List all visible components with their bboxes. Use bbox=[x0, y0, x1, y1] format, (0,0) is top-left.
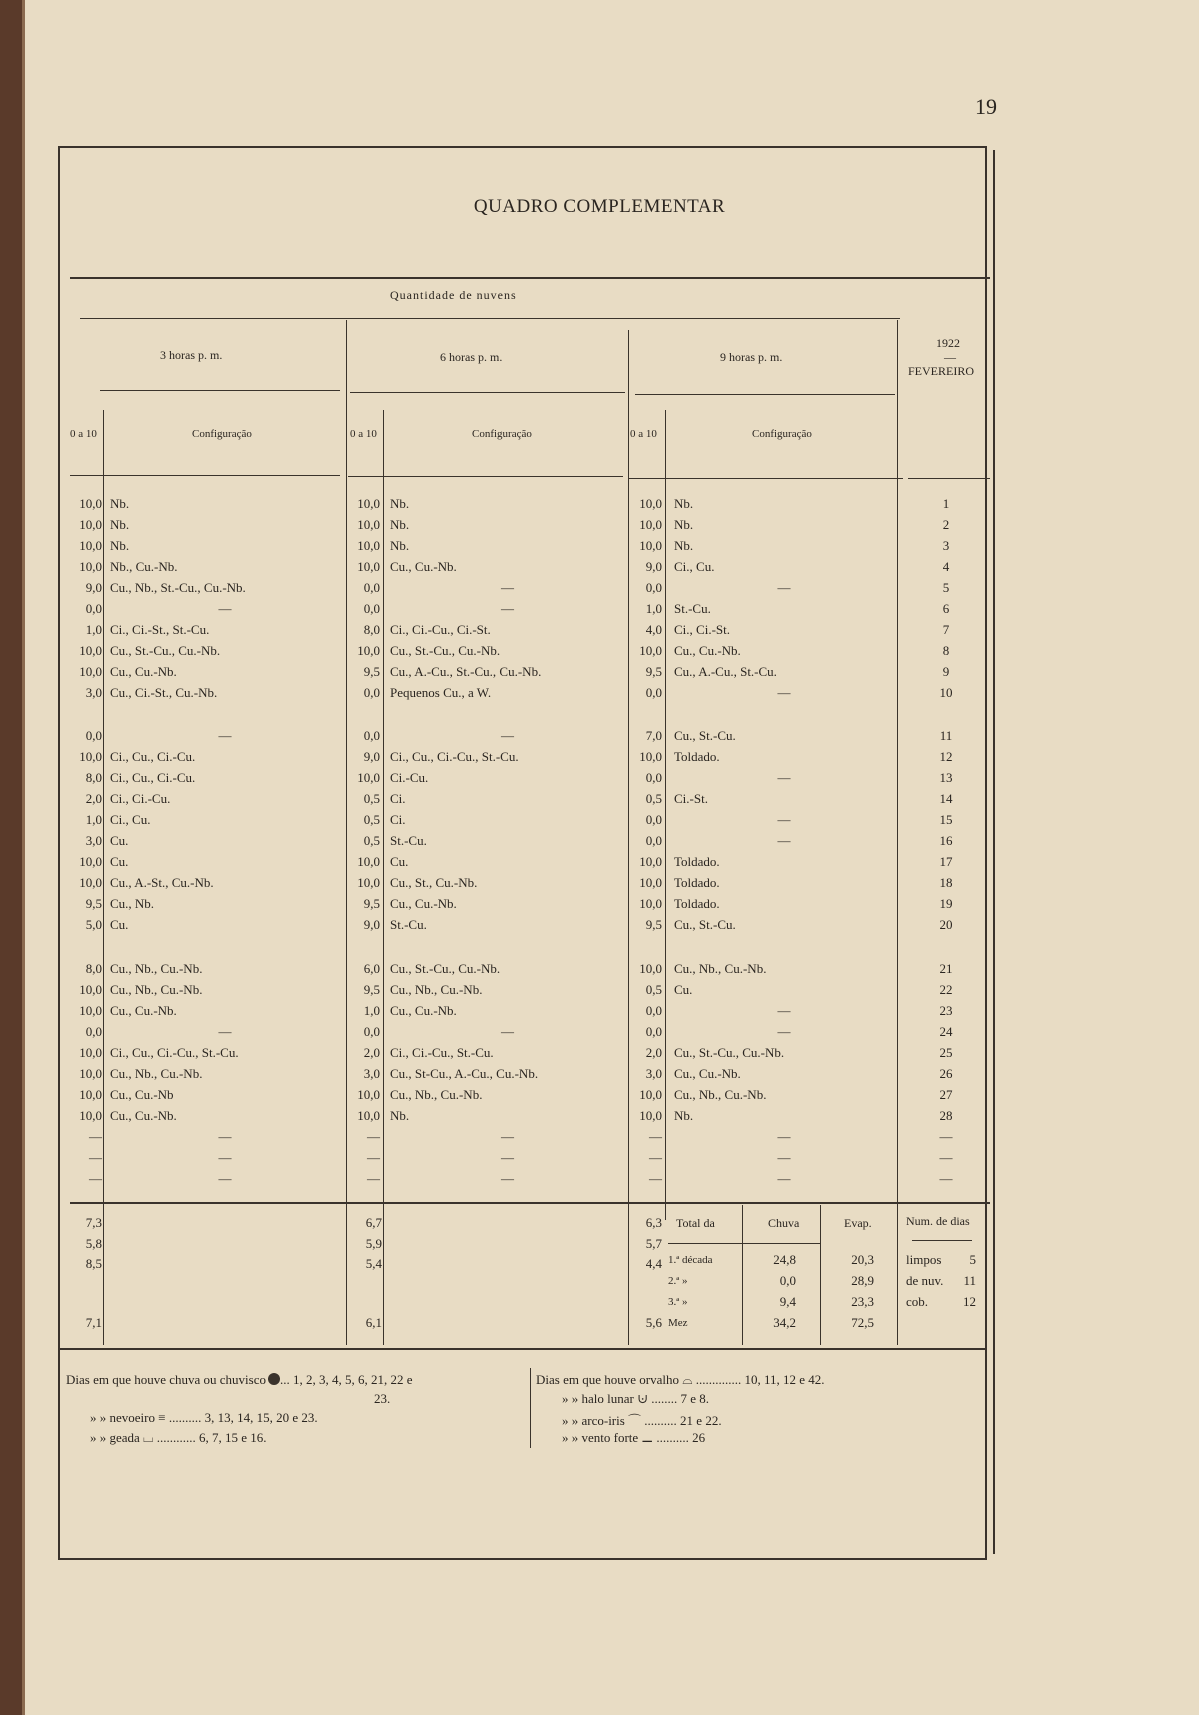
totals-chuva-2: 9,4 bbox=[779, 1294, 796, 1309]
totals-vline-2 bbox=[820, 1205, 821, 1345]
amount-6pm: 6,0 bbox=[363, 961, 380, 976]
config-9pm: Cu., St.-Cu. bbox=[674, 917, 736, 932]
footnote-left-0-text: Dias em que houve chuva ou chuvisco bbox=[66, 1372, 267, 1387]
config-3pm: Cu., Cu.-Nb bbox=[110, 1087, 174, 1102]
colhdr-underline-1 bbox=[70, 475, 340, 476]
config-6pm: Cu., St-Cu., A.-Cu., Cu.-Nb. bbox=[390, 1066, 539, 1081]
config-3pm: Cu., Nb., Cu.-Nb. bbox=[110, 961, 203, 976]
amount-3pm: 10,0 bbox=[79, 496, 102, 511]
amount-3pm: 10,0 bbox=[79, 1087, 102, 1102]
footnote-left-3: » » nevoeiro ≡ .......... 3, 13, 14, 15, 20 e 23. bbox=[90, 1410, 318, 1425]
config-3pm: Cu., Nb., Cu.-Nb. bbox=[110, 982, 203, 997]
config-6pm: — bbox=[501, 601, 514, 616]
amount-3pm: 10,0 bbox=[79, 982, 102, 997]
config-6pm: Cu., Nb., Cu.-Nb. bbox=[390, 982, 483, 997]
amount-6pm: 0,0 bbox=[363, 728, 380, 743]
day-number: 15 bbox=[939, 812, 953, 827]
config-6pm: — bbox=[501, 580, 514, 595]
amount-3pm: 10,0 bbox=[79, 1066, 102, 1081]
amount-9pm: 10,0 bbox=[639, 875, 662, 890]
num-dias-header: Num. de dias bbox=[906, 1214, 970, 1228]
day-number: 3 bbox=[942, 538, 950, 553]
totals-header-line bbox=[668, 1243, 820, 1244]
day-number: 5 bbox=[942, 580, 950, 595]
amount-6pm: — bbox=[367, 1171, 380, 1186]
rain-symbol-icon bbox=[268, 1373, 280, 1385]
day-number: 4 bbox=[942, 559, 950, 574]
amount-6pm: 10,0 bbox=[357, 1108, 380, 1123]
amount-6pm: 9,0 bbox=[363, 917, 380, 932]
day-number: 6 bbox=[942, 601, 950, 616]
config-6pm: Nb. bbox=[390, 517, 410, 532]
amount-3pm: 1,0 bbox=[85, 622, 102, 637]
config-3pm: Cu., Cu.-Nb. bbox=[110, 1108, 177, 1123]
config-6pm: — bbox=[501, 728, 514, 743]
average-p2-3: 6,1 bbox=[365, 1315, 382, 1330]
footnote-divider bbox=[58, 1348, 985, 1350]
amount-9pm: 9,5 bbox=[645, 664, 662, 679]
period-header-2: 6 horas p. m. bbox=[440, 350, 503, 364]
config-3pm: — bbox=[218, 728, 232, 743]
config-6pm: Ci.-Cu. bbox=[390, 770, 429, 785]
config-3pm: Nb. bbox=[110, 538, 130, 553]
amount-3pm: 10,0 bbox=[79, 1108, 102, 1123]
config-3pm: Ci., Cu., Ci.-Cu., St.-Cu. bbox=[110, 1045, 239, 1060]
config-6pm: — bbox=[501, 1024, 514, 1039]
amount-6pm: 9,5 bbox=[363, 982, 380, 997]
group-header: Quantidade de nuvens bbox=[390, 288, 517, 302]
config-6pm: Cu., St., Cu.-Nb. bbox=[390, 875, 478, 890]
day-number: 13 bbox=[939, 770, 953, 785]
totals-chuva-0: 24,8 bbox=[773, 1252, 796, 1267]
config-9pm: — bbox=[777, 1150, 791, 1165]
config-9pm: Cu., Nb., Cu.-Nb. bbox=[674, 961, 767, 976]
amount-9pm: 1,0 bbox=[645, 601, 662, 616]
amount-9pm: 0,0 bbox=[645, 1024, 662, 1039]
colhdr-underline-2 bbox=[348, 476, 623, 477]
amount-6pm: — bbox=[367, 1129, 380, 1144]
config-9pm: Nb. bbox=[674, 496, 694, 511]
day-number: — bbox=[939, 1171, 953, 1186]
amount-9pm: 9,0 bbox=[645, 559, 662, 574]
vline-5 bbox=[665, 410, 666, 1220]
day-number: 7 bbox=[942, 622, 950, 637]
period-underline-3 bbox=[635, 394, 895, 395]
amount-3pm: — bbox=[89, 1150, 102, 1165]
config-9pm: Cu., Cu.-Nb. bbox=[674, 1066, 741, 1081]
col-config-1: Configuração bbox=[192, 428, 252, 440]
amount-9pm: — bbox=[649, 1129, 662, 1144]
config-3pm: Cu., Nb. bbox=[110, 896, 155, 911]
day-number: 21 bbox=[939, 961, 953, 976]
config-9pm: — bbox=[777, 580, 791, 595]
year-dash: — bbox=[944, 350, 956, 364]
config-3pm: Cu., Nb., Cu.-Nb. bbox=[110, 1066, 203, 1081]
config-3pm: Nb., Cu.-Nb. bbox=[110, 559, 178, 574]
num-dias-underline bbox=[912, 1240, 972, 1241]
amount-9pm: 7,0 bbox=[645, 728, 662, 743]
amount-9pm: 9,5 bbox=[645, 917, 662, 932]
amount-9pm: 0,0 bbox=[645, 770, 662, 785]
day-number: 23 bbox=[939, 1003, 953, 1018]
footnote-vline bbox=[530, 1368, 531, 1448]
amount-6pm: 0,5 bbox=[363, 791, 380, 806]
totals-evap-2: 23,3 bbox=[851, 1294, 874, 1309]
config-3pm: Ci., Ci.-St., St.-Cu. bbox=[110, 622, 210, 637]
amount-9pm: 10,0 bbox=[639, 854, 662, 869]
period-underline-1 bbox=[100, 390, 340, 391]
config-3pm: Cu., A.-St., Cu.-Nb. bbox=[110, 875, 214, 890]
day-number: 18 bbox=[939, 875, 953, 890]
amount-6pm: 8,0 bbox=[363, 622, 380, 637]
amount-3pm: 10,0 bbox=[79, 1045, 102, 1060]
amount-6pm: 10,0 bbox=[357, 538, 380, 553]
amount-3pm: — bbox=[89, 1171, 102, 1186]
footnote-right-1: » » halo lunar ⊍ ........ 7 e 8. bbox=[562, 1391, 710, 1406]
amount-6pm: 10,0 bbox=[357, 770, 380, 785]
average-p3-3: 5,6 bbox=[645, 1315, 662, 1330]
amount-3pm: 10,0 bbox=[79, 538, 102, 553]
month-label: FEVEREIRO bbox=[908, 364, 974, 378]
amount-6pm: 10,0 bbox=[357, 496, 380, 511]
config-6pm: Nb. bbox=[390, 538, 410, 553]
config-3pm: Cu., Cu.-Nb. bbox=[110, 1003, 177, 1018]
amount-3pm: 0,0 bbox=[85, 1024, 102, 1039]
amount-9pm: 0,0 bbox=[645, 580, 662, 595]
config-6pm: Nb. bbox=[390, 496, 410, 511]
amount-6pm: 0,5 bbox=[363, 812, 380, 827]
amount-3pm: 1,0 bbox=[85, 812, 102, 827]
amount-9pm: 3,0 bbox=[645, 1066, 662, 1081]
amount-6pm: 10,0 bbox=[357, 559, 380, 574]
average-p3-0: 6,3 bbox=[645, 1215, 662, 1230]
config-6pm: Ci., Ci.-Cu., St.-Cu. bbox=[390, 1045, 494, 1060]
config-6pm: — bbox=[501, 1171, 514, 1186]
average-p1-3: 7,1 bbox=[85, 1315, 102, 1330]
config-9pm: Cu. bbox=[674, 982, 693, 997]
footnote-left-0 bbox=[66, 1372, 413, 1388]
average-p1-2: 8,5 bbox=[85, 1256, 102, 1271]
title-divider bbox=[70, 277, 990, 279]
evap-header: Evap. bbox=[844, 1216, 872, 1230]
amount-3pm: 10,0 bbox=[79, 664, 102, 679]
config-9pm: — bbox=[777, 1003, 791, 1018]
config-9pm: Toldado. bbox=[674, 875, 720, 890]
day-number: 2 bbox=[942, 517, 950, 532]
colhdr-underline-4 bbox=[908, 478, 990, 479]
vline-6 bbox=[897, 320, 898, 1345]
day-number: 28 bbox=[939, 1108, 953, 1123]
amount-3pm: 0,0 bbox=[85, 601, 102, 616]
config-9pm: Cu., Cu.-Nb. bbox=[674, 643, 741, 658]
footnote-left-2: 23. bbox=[374, 1391, 391, 1406]
config-9pm: Cu., Nb., Cu.-Nb. bbox=[674, 1087, 767, 1102]
totals-evap-3: 72,5 bbox=[851, 1315, 874, 1330]
config-6pm: St.-Cu. bbox=[390, 833, 427, 848]
config-9pm: Toldado. bbox=[674, 896, 720, 911]
page-binding-edge bbox=[0, 0, 22, 1715]
config-9pm: — bbox=[777, 685, 791, 700]
config-6pm: Cu., Nb., Cu.-Nb. bbox=[390, 1087, 483, 1102]
config-9pm: Nb. bbox=[674, 538, 694, 553]
config-9pm: Cu., St.-Cu., Cu.-Nb. bbox=[674, 1045, 785, 1060]
config-9pm: — bbox=[777, 1024, 791, 1039]
amount-9pm: — bbox=[649, 1150, 662, 1165]
config-3pm: Cu., St.-Cu., Cu.-Nb. bbox=[110, 643, 221, 658]
config-9pm: Ci., Ci.-St. bbox=[674, 622, 730, 637]
config-6pm: Ci. bbox=[390, 791, 406, 806]
amount-3pm: 10,0 bbox=[79, 643, 102, 658]
col-config-2: Configuração bbox=[472, 428, 532, 440]
config-6pm: Cu., Cu.-Nb. bbox=[390, 559, 457, 574]
amount-9pm: 4,0 bbox=[645, 622, 662, 637]
day-number: 26 bbox=[939, 1066, 953, 1081]
totals-evap-0: 20,3 bbox=[851, 1252, 874, 1267]
amount-6pm: 3,0 bbox=[363, 1066, 380, 1081]
config-3pm: — bbox=[218, 601, 232, 616]
amount-6pm: 0,0 bbox=[363, 685, 380, 700]
amount-6pm: 0,0 bbox=[363, 601, 380, 616]
chuva-header: Chuva bbox=[768, 1216, 800, 1230]
amount-6pm: 10,0 bbox=[357, 875, 380, 890]
footnote-right-3: » » vento forte ⚊ .......... 26 bbox=[562, 1430, 706, 1445]
amount-9pm: 10,0 bbox=[639, 496, 662, 511]
num-dias-value-2: 12 bbox=[963, 1294, 976, 1309]
day-number: — bbox=[939, 1150, 953, 1165]
amount-9pm: 0,0 bbox=[645, 812, 662, 827]
table-title: QUADRO COMPLEMENTAR bbox=[473, 196, 726, 217]
amount-3pm: 10,0 bbox=[79, 875, 102, 890]
day-number: 1 bbox=[942, 496, 950, 511]
totals-evap-1: 28,9 bbox=[851, 1273, 874, 1288]
config-3pm: Cu., Nb., St.-Cu., Cu.-Nb. bbox=[110, 580, 246, 595]
amount-6pm: 9,0 bbox=[363, 749, 380, 764]
amount-3pm: 0,0 bbox=[85, 728, 102, 743]
amount-3pm: — bbox=[89, 1129, 102, 1144]
totals-label-3: Mez bbox=[668, 1317, 688, 1329]
amount-6pm: 10,0 bbox=[357, 854, 380, 869]
average-p2-1: 5,9 bbox=[365, 1236, 382, 1251]
amount-3pm: 2,0 bbox=[85, 791, 102, 806]
config-6pm: Cu., St.-Cu., Cu.-Nb. bbox=[390, 961, 501, 976]
amount-9pm: 10,0 bbox=[639, 1087, 662, 1102]
day-number: 24 bbox=[939, 1024, 953, 1039]
amount-9pm: 10,0 bbox=[639, 643, 662, 658]
amount-6pm: 0,0 bbox=[363, 580, 380, 595]
config-9pm: — bbox=[777, 1171, 791, 1186]
config-9pm: Cu., A.-Cu., St.-Cu. bbox=[674, 664, 777, 679]
config-3pm: Cu. bbox=[110, 854, 129, 869]
totals-label-2: 3.ª » bbox=[668, 1296, 688, 1308]
average-p2-2: 5,4 bbox=[365, 1256, 382, 1271]
num-dias-label-0: limpos bbox=[906, 1252, 942, 1267]
config-3pm: Ci., Cu., Ci.-Cu. bbox=[110, 749, 196, 764]
totals-label-0: 1.ª década bbox=[668, 1254, 713, 1266]
average-p3-2: 4,4 bbox=[645, 1256, 662, 1271]
day-number: 16 bbox=[939, 833, 953, 848]
col-amount-3: 0 a 10 bbox=[630, 428, 657, 440]
config-9pm: — bbox=[777, 833, 791, 848]
totals-label: Total da bbox=[676, 1216, 715, 1230]
config-9pm: Nb. bbox=[674, 517, 694, 532]
amount-3pm: 3,0 bbox=[85, 685, 102, 700]
config-6pm: Ci. bbox=[390, 812, 406, 827]
config-6pm: Cu., Cu.-Nb. bbox=[390, 1003, 457, 1018]
amount-3pm: 10,0 bbox=[79, 1003, 102, 1018]
config-6pm: Ci., Cu., Ci.-Cu., St.-Cu. bbox=[390, 749, 519, 764]
group-underline bbox=[80, 318, 900, 319]
amount-9pm: 0,5 bbox=[645, 791, 662, 806]
colhdr-underline-3 bbox=[628, 478, 903, 479]
amount-3pm: 10,0 bbox=[79, 517, 102, 532]
config-3pm: Ci., Cu., Ci.-Cu. bbox=[110, 770, 196, 785]
num-dias-label-2: cob. bbox=[906, 1294, 929, 1309]
config-6pm: Cu., Cu.-Nb. bbox=[390, 896, 457, 911]
amount-9pm: 10,0 bbox=[639, 1108, 662, 1123]
footnote-left-1-text: ... 1, 2, 3, 4, 5, 6, 21, 22 e bbox=[280, 1372, 413, 1387]
average-p2-0: 6,7 bbox=[365, 1215, 382, 1230]
amount-3pm: 9,0 bbox=[85, 580, 102, 595]
amount-3pm: 8,0 bbox=[85, 770, 102, 785]
day-number: 17 bbox=[939, 854, 953, 869]
amount-6pm: 2,0 bbox=[363, 1045, 380, 1060]
config-9pm: — bbox=[777, 812, 791, 827]
amount-3pm: 10,0 bbox=[79, 749, 102, 764]
day-number: 20 bbox=[939, 917, 953, 932]
amount-3pm: 3,0 bbox=[85, 833, 102, 848]
period-header-3: 9 horas p. m. bbox=[720, 350, 783, 364]
config-3pm: Ci., Ci.-Cu. bbox=[110, 791, 171, 806]
vline-1 bbox=[103, 410, 104, 1345]
amount-6pm: 10,0 bbox=[357, 517, 380, 532]
period-header-1: 3 horas p. m. bbox=[160, 348, 223, 362]
amount-9pm: 0,0 bbox=[645, 833, 662, 848]
config-9pm: St.-Cu. bbox=[674, 601, 711, 616]
config-9pm: Ci.-St. bbox=[674, 791, 708, 806]
col-amount-2: 0 a 10 bbox=[350, 428, 377, 440]
config-3pm: Cu., Ci.-St., Cu.-Nb. bbox=[110, 685, 218, 700]
config-6pm: Pequenos Cu., a W. bbox=[390, 685, 492, 700]
day-number: 25 bbox=[939, 1045, 953, 1060]
amount-9pm: 0,0 bbox=[645, 1003, 662, 1018]
col-amount-1: 0 a 10 bbox=[70, 428, 97, 440]
totals-vline-1 bbox=[742, 1205, 743, 1345]
amount-3pm: 5,0 bbox=[85, 917, 102, 932]
amount-9pm: 2,0 bbox=[645, 1045, 662, 1060]
config-6pm: Cu., A.-Cu., St.-Cu., Cu.-Nb. bbox=[390, 664, 542, 679]
day-number: 14 bbox=[939, 791, 953, 806]
amount-6pm: 1,0 bbox=[363, 1003, 380, 1018]
config-9pm: Toldado. bbox=[674, 749, 720, 764]
config-3pm: Cu., Cu.-Nb. bbox=[110, 664, 177, 679]
totals-chuva-1: 0,0 bbox=[779, 1273, 796, 1288]
amount-9pm: 10,0 bbox=[639, 517, 662, 532]
footnote-left-4: » » geada ⌴ ............ 6, 7, 15 e 16. bbox=[90, 1430, 267, 1445]
totals-label-1: 2.ª » bbox=[668, 1275, 688, 1287]
average-p1-1: 5,8 bbox=[85, 1236, 102, 1251]
amount-3pm: 9,5 bbox=[85, 896, 102, 911]
average-p3-1: 5,7 bbox=[645, 1236, 662, 1251]
amount-6pm: 9,5 bbox=[363, 664, 380, 679]
config-3pm: Nb. bbox=[110, 517, 130, 532]
footnote-right-2: » » arco-iris ⌒ .......... 21 e 22. bbox=[562, 1413, 722, 1428]
config-3pm: Cu. bbox=[110, 917, 129, 932]
num-dias-label-1: de nuv. bbox=[906, 1273, 944, 1288]
amount-3pm: 8,0 bbox=[85, 961, 102, 976]
config-6pm: — bbox=[501, 1129, 514, 1144]
vline-3 bbox=[383, 410, 384, 1345]
config-6pm: Ci., Ci.-Cu., Ci.-St. bbox=[390, 622, 491, 637]
page-number: 19 bbox=[975, 94, 997, 119]
day-number: 10 bbox=[939, 685, 953, 700]
year-label: 1922 bbox=[936, 336, 960, 350]
amount-6pm: 0,5 bbox=[363, 833, 380, 848]
config-6pm: St.-Cu. bbox=[390, 917, 427, 932]
amount-9pm: 0,5 bbox=[645, 982, 662, 997]
amount-9pm: 10,0 bbox=[639, 538, 662, 553]
day-number: 22 bbox=[939, 982, 953, 997]
day-number: 19 bbox=[939, 896, 953, 911]
config-3pm: Nb. bbox=[110, 496, 130, 511]
config-9pm: Cu., St.-Cu. bbox=[674, 728, 736, 743]
config-9pm: Nb. bbox=[674, 1108, 694, 1123]
page-binding-edge-inner bbox=[22, 0, 25, 1715]
amount-9pm: 0,0 bbox=[645, 685, 662, 700]
num-dias-value-1: 11 bbox=[963, 1273, 976, 1288]
day-number: 12 bbox=[939, 749, 953, 764]
config-3pm: — bbox=[218, 1024, 232, 1039]
totals-chuva-3: 34,2 bbox=[773, 1315, 796, 1330]
config-3pm: — bbox=[218, 1129, 232, 1144]
amount-9pm: 10,0 bbox=[639, 749, 662, 764]
config-3pm: — bbox=[218, 1150, 232, 1165]
average-p1-0: 7,3 bbox=[85, 1215, 102, 1230]
amount-9pm: — bbox=[649, 1171, 662, 1186]
config-9pm: Ci., Cu. bbox=[674, 559, 715, 574]
amount-9pm: 10,0 bbox=[639, 896, 662, 911]
config-6pm: Nb. bbox=[390, 1108, 410, 1123]
day-number: 8 bbox=[942, 643, 950, 658]
amount-6pm: 10,0 bbox=[357, 1087, 380, 1102]
day-number: — bbox=[939, 1129, 953, 1144]
amount-3pm: 10,0 bbox=[79, 559, 102, 574]
day-number: 9 bbox=[942, 664, 950, 679]
amount-6pm: 9,5 bbox=[363, 896, 380, 911]
config-3pm: Ci., Cu. bbox=[110, 812, 151, 827]
footnote-right-0: Dias em que houve orvalho ⌓ .............. 10, 11, 12 e 42. bbox=[536, 1372, 825, 1387]
num-dias-value-0: 5 bbox=[969, 1252, 976, 1267]
config-9pm: — bbox=[777, 770, 791, 785]
period-underline-2 bbox=[350, 392, 625, 393]
amount-6pm: — bbox=[367, 1150, 380, 1165]
config-3pm: Cu. bbox=[110, 833, 129, 848]
config-3pm: — bbox=[218, 1171, 232, 1186]
config-6pm: — bbox=[501, 1150, 514, 1165]
amount-9pm: 10,0 bbox=[639, 961, 662, 976]
day-number: 27 bbox=[939, 1087, 953, 1102]
amount-3pm: 10,0 bbox=[79, 854, 102, 869]
amount-6pm: 0,0 bbox=[363, 1024, 380, 1039]
col-config-3: Configuração bbox=[752, 428, 812, 440]
amount-6pm: 10,0 bbox=[357, 643, 380, 658]
day-number: 11 bbox=[939, 728, 953, 743]
config-9pm: Toldado. bbox=[674, 854, 720, 869]
summary-divider bbox=[70, 1202, 990, 1204]
config-6pm: Cu., St.-Cu., Cu.-Nb. bbox=[390, 643, 501, 658]
config-9pm: — bbox=[777, 1129, 791, 1144]
config-6pm: Cu. bbox=[390, 854, 409, 869]
